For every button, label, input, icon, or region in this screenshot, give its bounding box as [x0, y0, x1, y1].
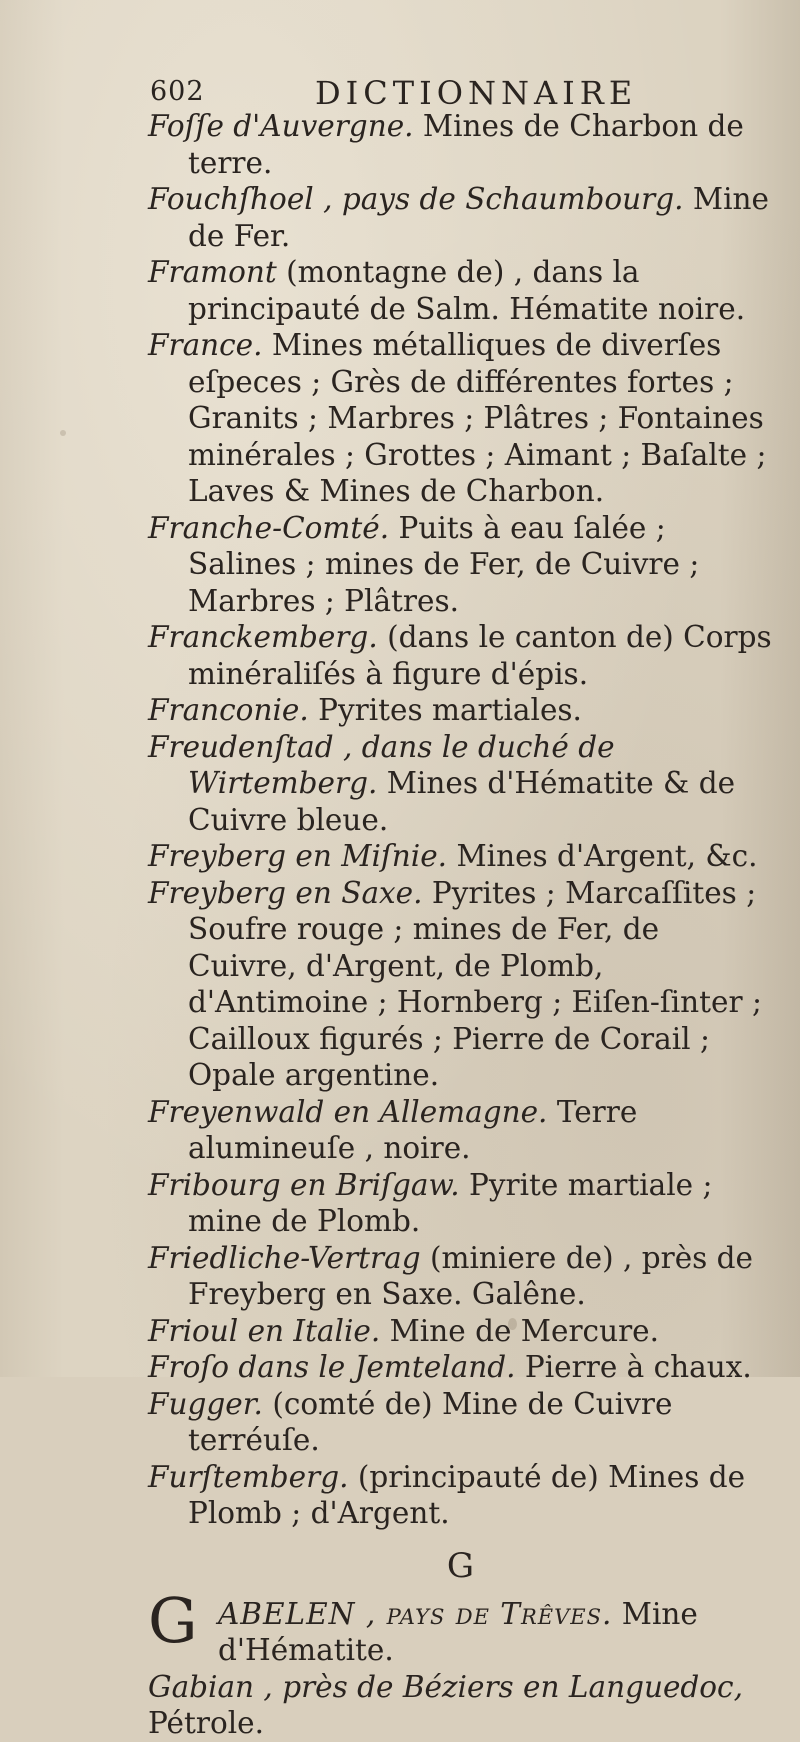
entry-term: Frioul en Italie.: [148, 1313, 381, 1348]
entry-term: Foſſe d'Auvergne.: [148, 109, 414, 143]
ink-spot: [60, 430, 66, 436]
entry: [148, 181, 773, 254]
entry-term: Framont: [148, 255, 277, 289]
running-head: DICTIONNAIRE: [315, 74, 638, 112]
entry: [148, 1240, 773, 1313]
section-letter-heading: G: [446, 1545, 475, 1586]
entry-text: Mines de Charbon de terre.: [188, 109, 744, 180]
entry: [148, 1459, 773, 1532]
entry-with-dropcap: [148, 1583, 773, 1669]
entry: [148, 1386, 773, 1459]
entry: [148, 1349, 773, 1386]
entry-text: Terre alumineuſe , noire.: [188, 1094, 638, 1165]
entry: [148, 1167, 773, 1240]
entry-term: Fribourg en Briſgaw.: [148, 1167, 460, 1202]
entry-text: Mines métalliques de diverſes eſpeces ; Grès de différentes fortes ; Granits ; Marbres ; Plâtres ; Fontaines minérales ; Grottes ; Aimant ; Baſalte ; Laves & Mines de Charbon.: [188, 328, 767, 508]
entry-text: Mine de Fer.: [188, 182, 769, 253]
entry-text: Mines d'Argent, &c.: [447, 839, 758, 873]
entry-term: Froſo dans le Jemteland.: [148, 1350, 516, 1384]
entry: [148, 1313, 773, 1350]
entry: [148, 1094, 773, 1167]
entry-text: Mines d'Hématite & de Cuivre bleue.: [188, 766, 736, 837]
entry: [148, 1669, 773, 1742]
dictionary-entries: [148, 108, 773, 1742]
entry-text: Pétrole.: [148, 1706, 264, 1740]
entry-term: Franckemberg.: [148, 620, 378, 654]
entry-text: (comté de) Mine de Cuivre terréuſe.: [188, 1386, 673, 1457]
entry-term: Freyberg en Miſnie.: [148, 839, 448, 873]
entry: [148, 619, 773, 692]
entry-text: Mine de Mercure.: [380, 1313, 660, 1348]
entry-term: Franche-Comté.: [148, 510, 390, 545]
entry-term: Friedliche-Vertrag: [148, 1240, 421, 1275]
entry-text: Pierre à chaux.: [515, 1350, 752, 1384]
entry-term: Freyberg en Saxe.: [148, 875, 423, 910]
entry-text: (miniere de) , près de Freyberg en Saxe. Galêne.: [188, 1240, 754, 1311]
entry-text: Mine d'Hématite.: [218, 1596, 698, 1667]
entry-text: Pyrites ; Marcaſſites ; Soufre rouge ; mines de Fer, de Cuivre, d'Argent, de Plomb, d'Antimoine ; Hornberg ; Eiſen-ſinter ; Cailloux figurés ; Pierre de Corail ; Opale argentine.: [188, 875, 762, 1092]
entry-term: France.: [148, 328, 263, 362]
entry-text: (dans le canton de) Corps minéraliſés à figure d'épis.: [188, 620, 772, 691]
entry: [148, 692, 773, 729]
entry-text: Puits à eau ſalée ; Salines ; mines de Fer, de Cuivre ; Marbres ; Plâtres.: [188, 510, 700, 618]
entry-text: (principauté de) Mines de Plomb ; d'Argent.: [188, 1459, 746, 1530]
entry: [148, 729, 773, 839]
entry-term: Franconie.: [148, 693, 309, 727]
entry-term: Gabian , près de Béziers en Languedoc,: [148, 1669, 743, 1704]
entry: [148, 510, 773, 620]
entry-term: Furſtemberg.: [148, 1459, 349, 1494]
drop-cap: G: [148, 1583, 198, 1657]
entry-term: Fouchſhoel , pays de Schaumbourg.: [148, 182, 684, 216]
entry: [148, 254, 773, 327]
entry: [148, 838, 773, 875]
page-number: 602: [150, 76, 205, 107]
entry-text: Pyrite martiale ; mine de Plomb.: [188, 1167, 713, 1238]
entry-term: Freudenſtad , dans le duché de Wirtemberg.: [148, 729, 615, 800]
entry: [148, 875, 773, 1094]
entry-text: (montagne de) , dans la principauté de Salm. Hématite noire.: [188, 255, 746, 326]
entry-term: Fugger.: [148, 1386, 263, 1421]
entry-term: ABELEN , pays de Trêves.: [218, 1596, 613, 1631]
entry: [148, 108, 773, 181]
ink-spot: [508, 1318, 517, 1330]
entry: [148, 327, 773, 510]
entry-term: Freyenwald en Allemagne.: [148, 1094, 548, 1129]
entry-text: Pyrites martiales.: [308, 693, 582, 727]
